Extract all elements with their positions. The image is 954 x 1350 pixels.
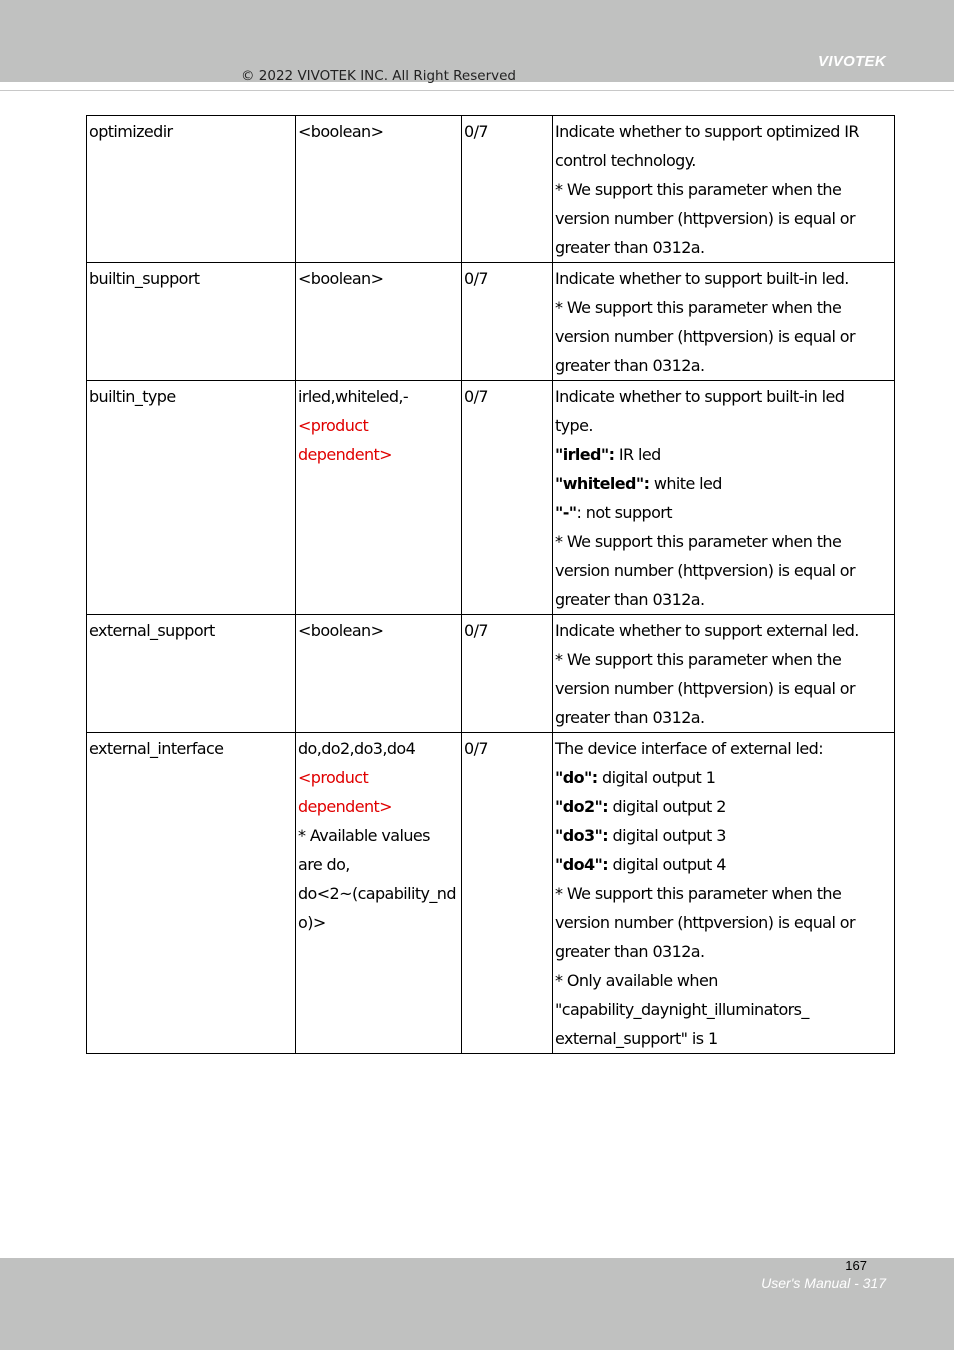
param-name: external_support bbox=[87, 615, 296, 733]
param-description bbox=[553, 116, 895, 263]
desc-line: * We support this parameter when the bbox=[555, 180, 842, 199]
desc-line: version number (httpversion) is equal or bbox=[555, 913, 855, 932]
desc-line: * We support this parameter when the bbox=[555, 298, 842, 317]
desc-definition bbox=[555, 763, 892, 792]
definition-text: : not support bbox=[576, 503, 672, 522]
desc-line: version number (httpversion) is equal or bbox=[555, 561, 855, 580]
param-security: 0/7 bbox=[462, 615, 553, 733]
definition-text: white led bbox=[649, 474, 722, 493]
desc-line: * We support this parameter when the bbox=[555, 650, 842, 669]
page-footer bbox=[0, 1258, 954, 1350]
desc-line: * We support this parameter when the bbox=[555, 532, 842, 551]
page-number: 167 bbox=[845, 1258, 867, 1273]
value-line: do,do2,do3,do4 bbox=[298, 739, 416, 758]
table-row bbox=[87, 615, 895, 733]
copyright-text: © 2022 VIVOTEK INC. All Right Reserved bbox=[241, 68, 516, 84]
definition-key: "do4": bbox=[555, 855, 609, 874]
definition-text: digital output 2 bbox=[608, 797, 726, 816]
desc-line: Indicate whether to support external led. bbox=[555, 621, 859, 640]
param-security: 0/7 bbox=[462, 263, 553, 381]
desc-line: Indicate whether to support built-in led. bbox=[555, 269, 849, 288]
param-name: builtin_type bbox=[87, 381, 296, 615]
desc-definition bbox=[555, 498, 892, 527]
product-dependent-note: dependent> bbox=[298, 445, 392, 464]
table-row bbox=[87, 263, 895, 381]
definition-text: digital output 3 bbox=[608, 826, 726, 845]
desc-line: greater than 0312a. bbox=[555, 942, 705, 961]
desc-line: Indicate whether to support built-in led bbox=[555, 387, 845, 406]
desc-definition bbox=[555, 821, 892, 850]
param-description bbox=[553, 263, 895, 381]
desc-line: type. bbox=[555, 416, 593, 435]
product-dependent-note: <product bbox=[298, 416, 369, 435]
desc-line: greater than 0312a. bbox=[555, 238, 705, 257]
param-value: <boolean> bbox=[296, 263, 462, 381]
param-value bbox=[296, 733, 462, 1054]
desc-definition bbox=[555, 440, 892, 469]
desc-definition bbox=[555, 850, 892, 879]
value-line: * Available values bbox=[298, 826, 430, 845]
desc-definition bbox=[555, 792, 892, 821]
param-security: 0/7 bbox=[462, 381, 553, 615]
param-security: 0/7 bbox=[462, 733, 553, 1054]
param-value: <boolean> bbox=[296, 116, 462, 263]
definition-key: "do2": bbox=[555, 797, 609, 816]
table-row bbox=[87, 381, 895, 615]
definition-text: IR led bbox=[614, 445, 661, 464]
desc-line: The device interface of external led: bbox=[555, 739, 823, 758]
param-description bbox=[553, 381, 895, 615]
definition-text: digital output 4 bbox=[608, 855, 726, 874]
manual-page-label: User's Manual - 317 bbox=[761, 1275, 886, 1291]
param-value: <boolean> bbox=[296, 615, 462, 733]
brand-logo: VIVOTEK bbox=[818, 53, 886, 70]
desc-line: greater than 0312a. bbox=[555, 708, 705, 727]
desc-line: * Only available when bbox=[555, 971, 718, 990]
value-line: o)> bbox=[298, 913, 326, 932]
desc-line: greater than 0312a. bbox=[555, 356, 705, 375]
definition-key: "-" bbox=[555, 503, 577, 522]
param-description bbox=[553, 733, 895, 1054]
table-row bbox=[87, 116, 895, 263]
param-description bbox=[553, 615, 895, 733]
desc-line: "capability_daynight_illuminators_ bbox=[555, 1000, 809, 1019]
definition-key: "irled": bbox=[555, 445, 615, 464]
desc-line: version number (httpversion) is equal or bbox=[555, 209, 855, 228]
param-name: optimizedir bbox=[87, 116, 296, 263]
param-name: builtin_support bbox=[87, 263, 296, 381]
table-row bbox=[87, 733, 895, 1054]
definition-key: "do": bbox=[555, 768, 598, 787]
param-name: external_interface bbox=[87, 733, 296, 1054]
param-security: 0/7 bbox=[462, 116, 553, 263]
value-line: irled,whiteled,- bbox=[298, 387, 409, 406]
value-line: do<2~(capability_nd bbox=[298, 884, 456, 903]
desc-line: version number (httpversion) is equal or bbox=[555, 327, 855, 346]
definition-key: "do3": bbox=[555, 826, 609, 845]
desc-definition bbox=[555, 469, 892, 498]
desc-line: version number (httpversion) is equal or bbox=[555, 679, 855, 698]
param-value bbox=[296, 381, 462, 615]
value-line: are do, bbox=[298, 855, 350, 874]
desc-line: greater than 0312a. bbox=[555, 590, 705, 609]
definition-key: "whiteled": bbox=[555, 474, 650, 493]
desc-line: * We support this parameter when the bbox=[555, 884, 842, 903]
header-divider bbox=[0, 90, 954, 91]
desc-line: external_support" is 1 bbox=[555, 1029, 718, 1048]
product-dependent-note: dependent> bbox=[298, 797, 392, 816]
desc-line: control technology. bbox=[555, 151, 696, 170]
desc-line: Indicate whether to support optimized IR bbox=[555, 122, 859, 141]
parameter-table bbox=[86, 115, 895, 1054]
definition-text: digital output 1 bbox=[597, 768, 716, 787]
product-dependent-note: <product bbox=[298, 768, 369, 787]
